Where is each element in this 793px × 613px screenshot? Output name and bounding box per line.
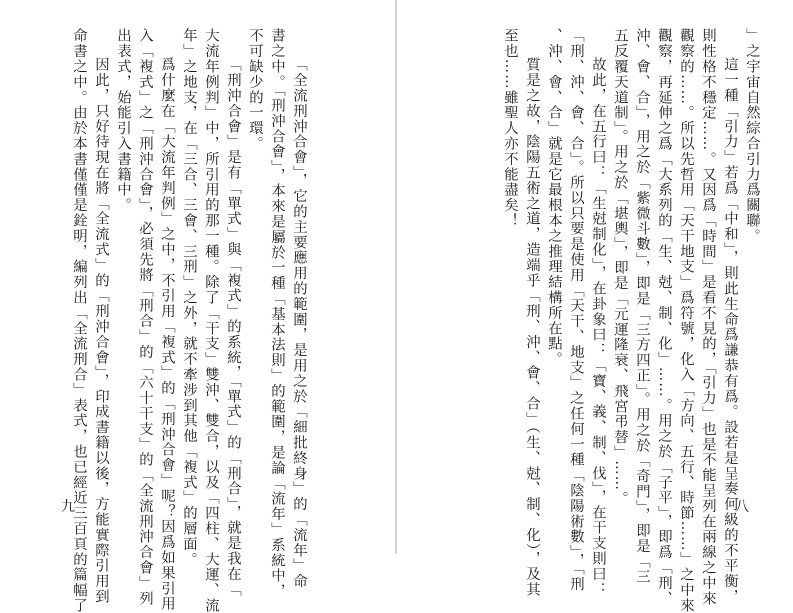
text-line: 年」之地支，在「三合、三會、三刑」之外，就不牽涉到其他「複式」的層面。 — [181, 28, 197, 567]
text-line: 出表式，始能引入書籍中。 — [115, 28, 131, 213]
text-line: 五反覆天道制」。用之於「堪輿」，即是「元運隆衰、飛宮弔替」……。 — [612, 28, 628, 507]
text-line: 大流年例判」中，所引用的那一種。除了「干支」雙沖、雙合，以及「四柱、大運、流 — [203, 28, 219, 613]
text-line: 、沖、會、合」就是它最根本之推理結構所在點。 — [546, 28, 562, 367]
text-line: 沖、會、合」，用之於「紫微斗數」，即是「三方四正」。用之於「奇門」，即是「三 — [634, 28, 650, 585]
text-line: 至也……雖聖人亦不能盡矣！ — [502, 28, 518, 229]
text-line: 故此，在五行曰：「生尅制化」，在卦象曰：「寶、義、制、伐」，在干支則曰： — [590, 56, 606, 597]
text-line: 這一種「引力」若爲「中和」，則此生命爲謙恭有爲。設若是呈奏何級的不平衡， — [722, 56, 738, 604]
text-line: 書之中。「刑沖合會」，本來是屬於一種「基本法則」的範圍，是論「流年」系統中， — [269, 28, 285, 599]
text-line: 入「複式」之「刑沖合會」，必須先將「刑合」的「六十干支」的「全流刑沖合會」列 — [137, 28, 153, 606]
text-line: 觀察的……。所以先哲用「天干地支」爲符號，化入「方向、五行、時節……」之中來 — [678, 28, 694, 613]
left-page — [0, 0, 396, 613]
text-line: 「刑、沖、會、合」。所以只要是使用「天干、地支」之任何一種「陰陽術數」，「刑 — [568, 28, 584, 592]
right-page-number: 八 — [735, 499, 749, 515]
text-line: 質是之故，陰陽五術之道，造端乎「刑、沖、會、合」（生、尅、制、化），及其 — [524, 56, 540, 597]
text-line: 觀察，再延伸之爲「大系列的「生、尅、制、化」……。用之於「子平」，即爲「刑、 — [656, 28, 672, 606]
text-line: 爲什麼在「大流年判例」之中，不引用「複式」的「刑沖合會」呢？因爲如果引用 — [159, 56, 175, 612]
text-line: 則性格不穩定……。又因爲「時間」是看不見的，「引力」也是不能呈列在兩線之中來 — [700, 28, 716, 606]
right-page-text — [502, 28, 763, 613]
right-page — [397, 0, 793, 613]
text-line: 」之宇宙自然綜合引力爲關聯。 — [744, 28, 760, 244]
text-line: 「全流刑沖合會」，它的主要應用的範圍，是用之於「細批終身」的「流年」命 — [291, 56, 307, 589]
text-line: 不可缺少的一環。 — [247, 28, 263, 152]
left-page-number: 九 — [61, 499, 75, 515]
text-line: 「刑沖合會」是有「單式」與「複式」的系統，「單式」的「刑合」，就是我在「 — [225, 56, 241, 597]
left-page-text — [71, 28, 310, 613]
text-line: 因此，只好待現在將「全流式」的「刑沖合會」，印成書籍以後，方能實際引用到 — [93, 56, 109, 604]
text-line: 命書之中。由於本書僅僅是銓明，編列出「全流刑合」表式，也已經近三百頁的篇幅了 — [71, 28, 87, 613]
